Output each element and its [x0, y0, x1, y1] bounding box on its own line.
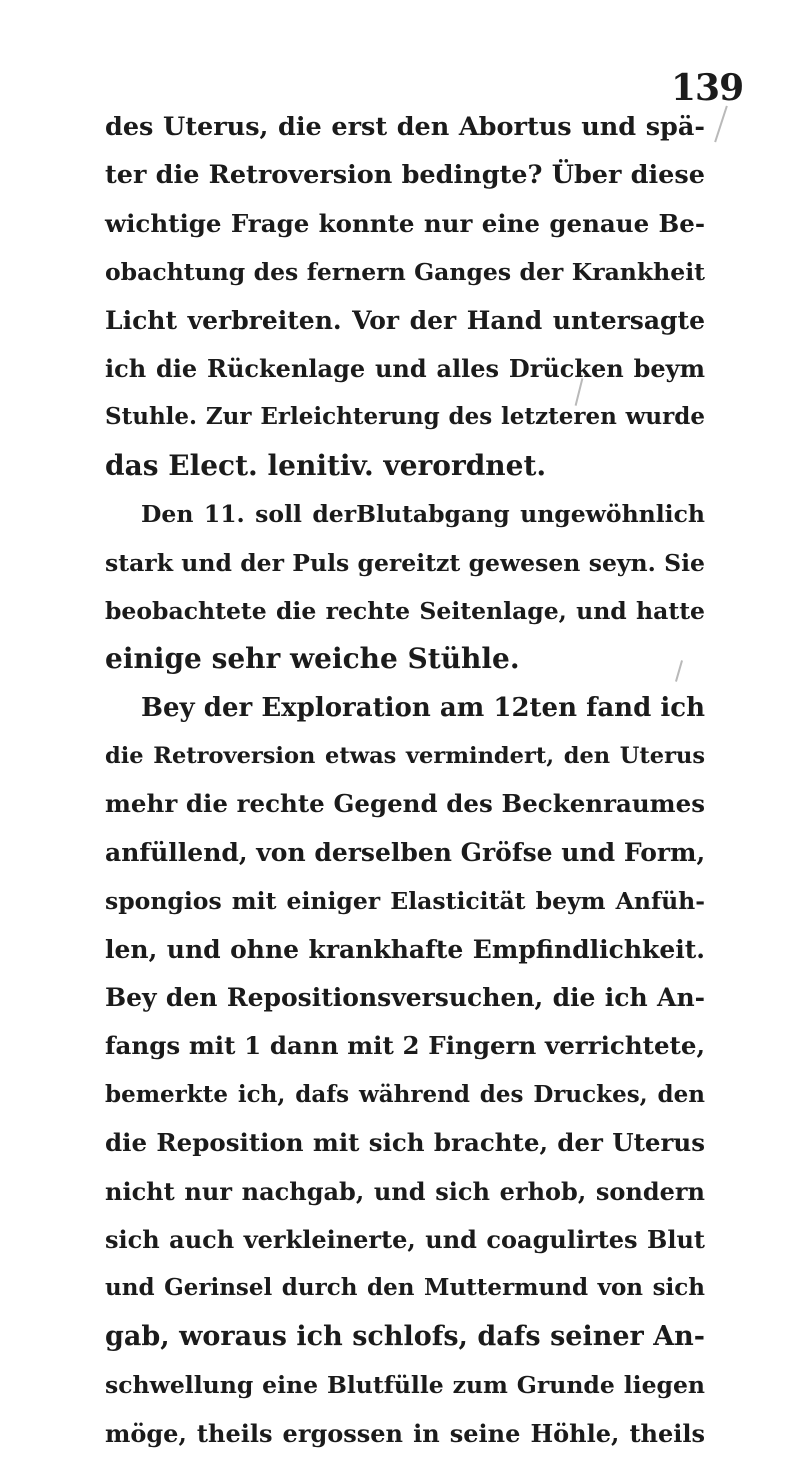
text-line: die Reposition mit sich brachte, der Uterus: [105, 1128, 705, 1158]
paper-speck: [714, 106, 728, 143]
page-number: 139: [671, 67, 744, 109]
text-line: Den 11. soll derBlutabgang ungewöhnlich: [141, 500, 705, 529]
text-line: das Elect. lenitiv. verordnet.: [105, 448, 547, 482]
text-line: schwellung eine Blutfülle zum Grunde liegen: [105, 1371, 705, 1400]
text-line: stark und der Puls gereitzt gewesen seyn. Sie: [105, 548, 705, 577]
text-line: und Gerinsel durch den Muttermund von sich: [105, 1274, 705, 1302]
text-line: gab, woraus ich schlofs, dafs seiner An-: [105, 1320, 705, 1352]
text-line: sich auch verkleinerte, und coagulirtes Blut: [105, 1224, 705, 1254]
text-line: spongios mit einiger Elasticität beym Anfüh-: [105, 887, 705, 916]
text-line: mehr die rechte Gegend des Beckenraumes: [105, 789, 705, 819]
text-line: Licht verbreiten. Vor der Hand untersagte: [105, 305, 705, 335]
text-line: fangs mit 1 dann mit 2 Fingern verrichtete,: [105, 1031, 705, 1061]
text-line: nicht nur nachgab, und sich erhob, sondern: [105, 1176, 705, 1206]
text-line: die Retroversion etwas vermindert, den Uterus: [105, 743, 705, 770]
text-line: einige sehr weiche Stühle.: [105, 642, 520, 676]
text-line: anfüllend, von derselben Gröfse und Form,: [105, 837, 706, 867]
text-line: möge, theils ergossen in seine Höhle, theils: [105, 1418, 705, 1448]
body-text: [105, 103, 705, 1458]
text-line: ich die Rückenlage und alles Drücken beym: [105, 353, 705, 383]
text-line: bemerkte ich, dafs während des Druckes, den: [105, 1080, 705, 1108]
text-line: beobachtete die rechte Seitenlage, und hatte: [105, 596, 705, 625]
text-line: obachtung des fernern Ganges der Krankheit: [105, 258, 705, 287]
text-line: Bey den Repositionsversuchen, die ich An-: [105, 983, 705, 1013]
text-line: des Uterus, die erst den Abortus und spä-: [105, 112, 705, 142]
text-line: len, und ohne krankhafte Empfindlichkeit.: [105, 934, 705, 964]
text-line: Bey der Exploration am 12ten fand ich: [141, 692, 705, 723]
text-line: ter die Retroversion bedingte? Über diese: [105, 160, 705, 191]
text-line: Stuhle. Zur Erleichterung des letzteren wurde: [105, 403, 705, 431]
text-line: wichtige Frage konnte nur eine genaue Be-: [105, 208, 705, 238]
